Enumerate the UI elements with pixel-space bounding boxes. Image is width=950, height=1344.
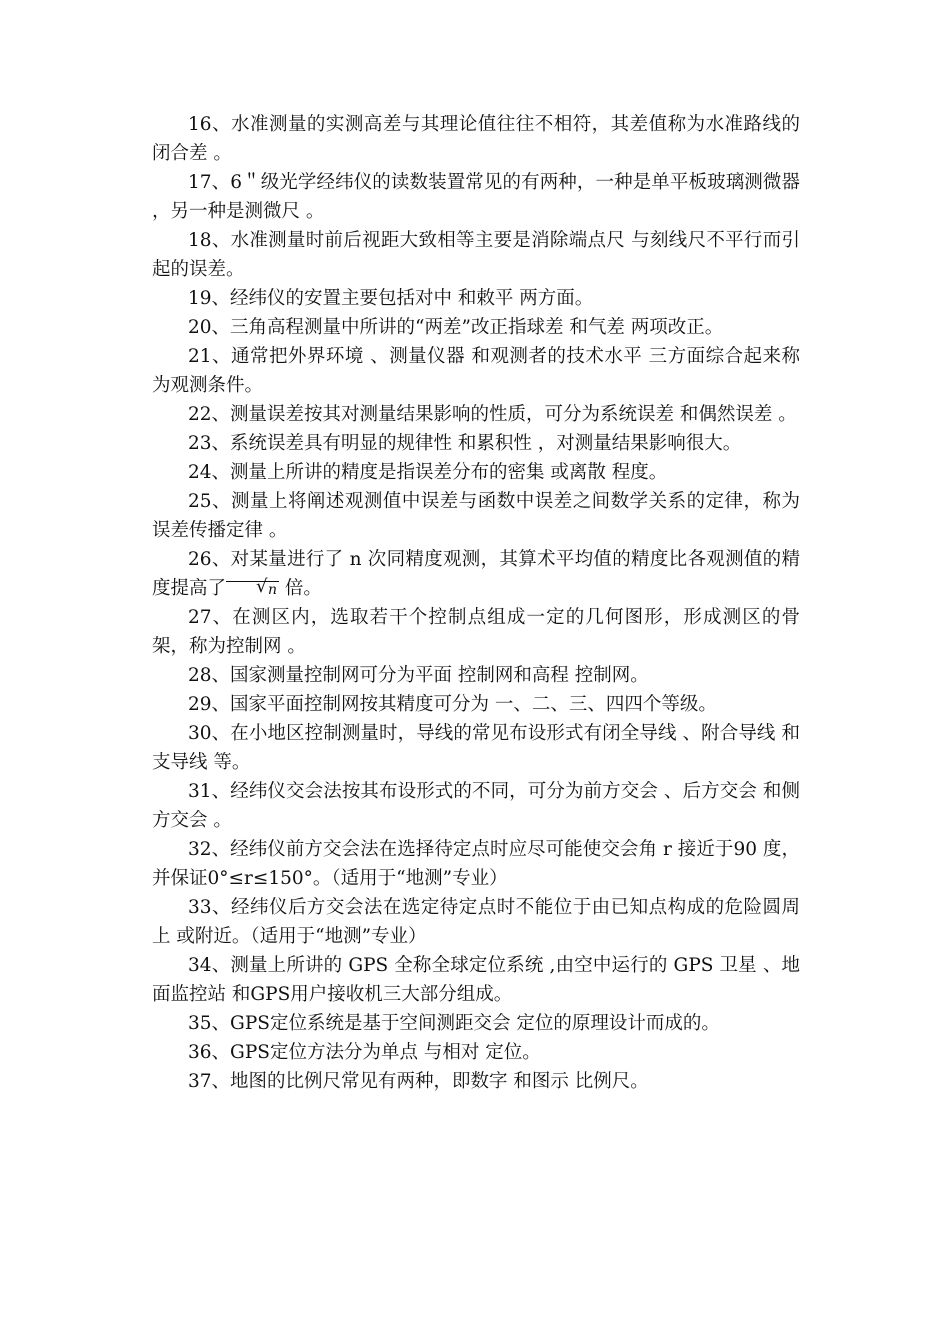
list-item-25: 25、测量上将阐述观测值中误差与函数中误差之间数学关系的定律，称为误差传播定律 。	[152, 491, 800, 541]
list-item-18: 18、水准测量时前后视距大致相等主要是消除端点尺 与刻线尺不平行而引起的误差。	[152, 230, 800, 280]
list-item-29: 29、国家平面控制网按其精度可分为 一、二、三、四四个等级。	[188, 694, 717, 715]
item-26-text-after: 倍。	[279, 578, 322, 599]
list-item-26	[152, 545, 800, 603]
list-item-19: 19、经纬仪的安置主要包括对中 和敕平 两方面。	[188, 288, 594, 309]
list-item-36: 36、GPS定位方法分为单点 与相对 定位。	[188, 1042, 541, 1063]
sqrt-n-formula: √ n	[226, 581, 279, 598]
list-item-20: 20、三角高程测量中所讲的“两差”改正指球差 和气差 两项改正。	[188, 317, 724, 338]
list-item-22: 22、测量误差按其对测量结果影响的性质，可分为系统误差 和偶然误差 。	[188, 404, 797, 425]
question-list	[152, 110, 800, 1096]
list-item-27: 27、在测区内，选取若干个控制点组成一定的几何图形，形成测区的骨架，称为控制网 。	[152, 607, 800, 657]
list-item-23: 23、系统误差具有明显的规律性 和累积性 ，对测量结果影响很大。	[188, 433, 742, 454]
list-item-24: 24、测量上所讲的精度是指误差分布的密集 或离散 程度。	[188, 462, 668, 483]
list-item-32: 32、经纬仪前方交会法在选择待定点时应尽可能使交会角 r 接近于90 度，并保证0°≤r≤150°。（适用于“地测”专业）	[152, 839, 800, 889]
list-item-28: 28、国家测量控制网可分为平面 控制网和高程 控制网。	[188, 665, 649, 686]
list-item-31: 31、经纬仪交会法按其布设形式的不同，可分为前方交会 、后方交会 和侧方交会 。	[152, 781, 800, 831]
list-item-37: 37、地图的比例尺常见有两种，即数字 和图示 比例尺。	[188, 1071, 649, 1092]
list-item-17: 17、6＂级光学经纬仪的读数装置常见的有两种，一种是单平板玻璃测微器 ，另一种是测微尺 。	[152, 172, 800, 222]
list-item-30: 30、在小地区控制测量时，导线的常见布设形式有闭全导线 、附合导线 和支导线 等。	[152, 723, 800, 773]
list-item-35: 35、GPS定位系统是基于空间测距交会 定位的原理设计而成的。	[188, 1013, 720, 1034]
list-item-21: 21、通常把外界环境 、测量仪器 和观测者的技术水平 三方面综合起来称为观测条件。	[152, 346, 800, 396]
list-item-33: 33、经纬仪后方交会法在选定待定点时不能位于由已知点构成的危险圆周上 或附近。（适用于“地测”专业）	[152, 897, 800, 947]
list-item-34: 34、测量上所讲的 GPS 全称全球定位系统 ,由空中运行的 GPS 卫星 、地面监控站 和GPS用户接收机三大部分组成。	[152, 955, 800, 1005]
item-26-text-before: 26、对某量进行了 n 次同精度观测，其算术平均值的精度比各观测值的精度提高了	[152, 549, 800, 599]
list-item-16: 16、水准测量的实测高差与其理论值往往不相符，其差值称为水准路线的闭合差 。	[152, 114, 800, 164]
